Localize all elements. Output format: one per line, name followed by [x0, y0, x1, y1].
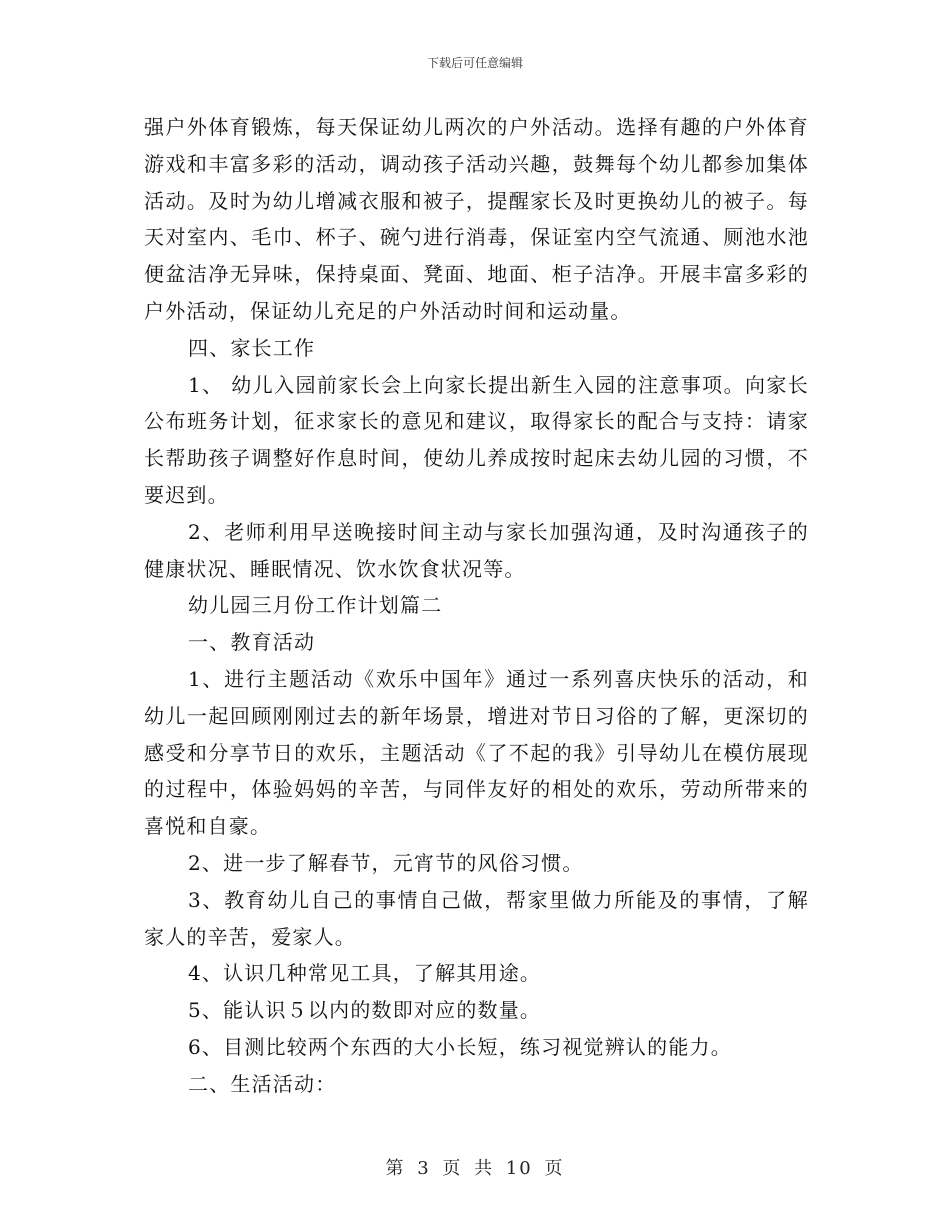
section-title-plan-two: 幼儿园三月份工作计划篇二 [188, 593, 443, 618]
document-body [144, 109, 809, 1103]
paragraph-visual-comparison: 6、目测比较两个东西的大小长短，练习视觉辨认的能力。 [188, 1034, 732, 1059]
paragraph-parent-meeting: 1、 幼儿入园前家长会上向家长提出新生入园的注意事项。向家长公布班务计划，征求家长的意见和建议，取得家长的配合与支持：请家长帮助孩子调整好作息时间，使幼儿养成按时起床去幼儿园的习惯，不要迟到。 [144, 372, 809, 507]
section-heading-education: 一、教育活动 [188, 630, 316, 655]
paragraph-theme-activity: 1、进行主题活动《欢乐中国年》通过一系列喜庆快乐的活动，和幼儿一起回顾刚刚过去的新年场景，增进对节日习俗的了解，更深切的感受和分享节日的欢乐，主题活动《了不起的我》引导幼儿在模仿展现的过程中，体验妈妈的辛苦，与同伴友好的相处的欢乐，劳动所带来的喜悦和自豪。 [144, 666, 809, 839]
paragraph-tools: 4、认识几种常见工具，了解其用途。 [188, 961, 542, 986]
paragraph-1: 强户外体育锻炼，每天保证幼儿两次的户外活动。选择有趣的户外体育游戏和丰富多彩的活动，调动孩子活动兴趣，鼓舞每个幼儿都参加集体活动。及时为幼儿增减衣服和被子，提醒家长及时更换幼儿的被子。每天对室内、毛巾、杯子、碗勺进行消毒，保证室内空气流通、厕池水池便盆洁净无异味，保持桌面、凳面、地面、柜子洁净。开展丰富多彩的户外活动，保证幼儿充足的户外活动时间和运动量。 [144, 115, 809, 323]
paragraph-parent-communication: 2、老师利用早送晚接时间主动与家长加强沟通，及时沟通孩子的健康状况、睡眠情况、饮水饮食状况等。 [144, 519, 809, 581]
section-heading-parent-work: 四、家长工作 [188, 335, 316, 360]
paragraph-festival-customs: 2、进一步了解春节，元宵节的风俗习惯。 [188, 850, 584, 875]
page-header: 下载后可任意编辑 [426, 56, 523, 70]
paragraph-self-care: 3、教育幼儿自己的事情自己做，帮家里做力所能及的事情，了解家人的辛苦，爱家人。 [144, 887, 809, 949]
page-footer: 第 3 页 共 10 页 [385, 1158, 565, 1179]
section-heading-daily-life: 二、生活活动： [188, 1071, 337, 1096]
paragraph-numbers: 5、能认识５以内的数即对应的数量。 [188, 998, 542, 1023]
